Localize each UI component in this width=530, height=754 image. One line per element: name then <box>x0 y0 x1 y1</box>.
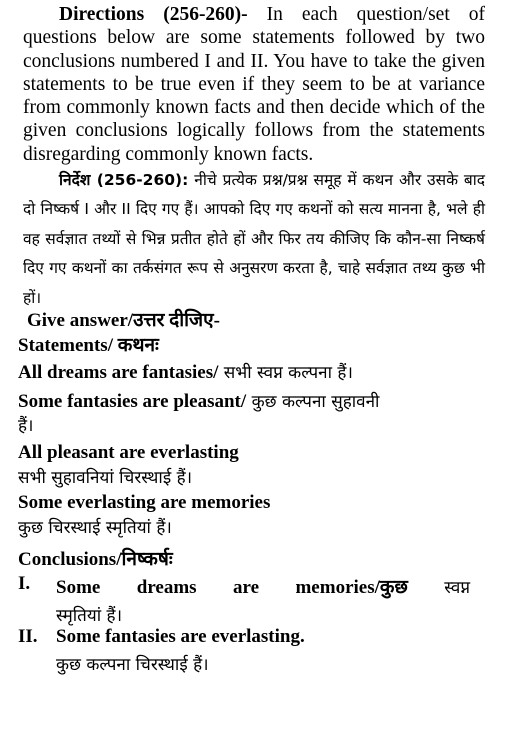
conclusion-1-number: I. <box>18 573 31 594</box>
statement-1 <box>18 360 353 384</box>
statement-3-english: All pleasant are everlasting <box>18 442 239 463</box>
directions-text: In each question/set of questions below are some statements followed by two conclusions numbered I and II. You have to take the given statements to be true even if they seem to be at variance from commonly known facts and then decide which of the given conclusions logically follows from the statements disregarding commonly known facts. <box>23 4 485 165</box>
statements-heading: Statements/ कथनः <box>18 335 159 356</box>
directions-hindi-label: निर्देश (256-260): <box>59 171 189 189</box>
conclusion-1-word: are <box>233 577 260 598</box>
conclusion-2-number: II. <box>18 626 38 647</box>
statement-2 <box>18 389 379 413</box>
conclusion-1-line-2: स्मृतियां हैं। <box>56 606 123 626</box>
conclusion-1-word: Some <box>56 577 101 598</box>
statement-1-english: All dreams are fantasies/ <box>18 362 219 383</box>
directions-hindi-text: नीचे प्रत्येक प्रश्न/प्रश्न समूह में कथन और उसके बाद दो निष्कर्ष I और II दिए गए हैं। आपको दिए गए कथनों को सत्य मानना है, भले ही वह सर्वज्ञात तथ्यों से भिन्न प्रतीत होते हों और फिर तय कीजिए कि कौन-सा निष्कर्ष दिए गए कथनों का तर्कसंगत रूप से अनुसरण करता है, चाहे सर्वज्ञात तथ्य कुछ भी हों। <box>23 171 485 307</box>
conclusion-2-english: Some fantasies are everlasting. <box>56 626 305 647</box>
conclusion-1-line-1 <box>56 573 470 599</box>
statement-2-english: Some fantasies are pleasant/ <box>18 391 247 412</box>
conclusion-1-text <box>56 573 470 626</box>
conclusions-heading: Conclusions/निष्कर्षः <box>18 549 173 570</box>
conclusion-2-text <box>56 626 470 675</box>
directions-label: Directions (256-260)- <box>59 4 248 25</box>
conclusion-1-word: स्वप्न <box>444 578 470 598</box>
conclusion-1-word: dreams <box>136 577 197 598</box>
statement-1-hindi: सभी स्वप्न कल्पना हैं। <box>218 363 353 383</box>
statement-2-hindi: कुछ कल्पना सुहावनी <box>246 392 380 412</box>
directions-english <box>23 3 485 166</box>
statement-2-hindi-continued: हैं। <box>18 416 34 436</box>
give-answer-line: Give answer/उत्तर दीजिए- <box>27 310 220 331</box>
directions-hindi <box>23 166 485 313</box>
conclusion-2-hindi: कुछ कल्पना चिरस्थाई हैं। <box>56 655 209 675</box>
statement-3-hindi: सभी सुहावनियां चिरस्थाई हैं। <box>18 468 193 488</box>
conclusion-1-word: memories/कुछ <box>295 577 408 598</box>
statement-4-hindi: कुछ चिरस्थाई स्मृतियां हैं। <box>18 518 172 538</box>
statement-4-english: Some everlasting are memories <box>18 492 271 513</box>
